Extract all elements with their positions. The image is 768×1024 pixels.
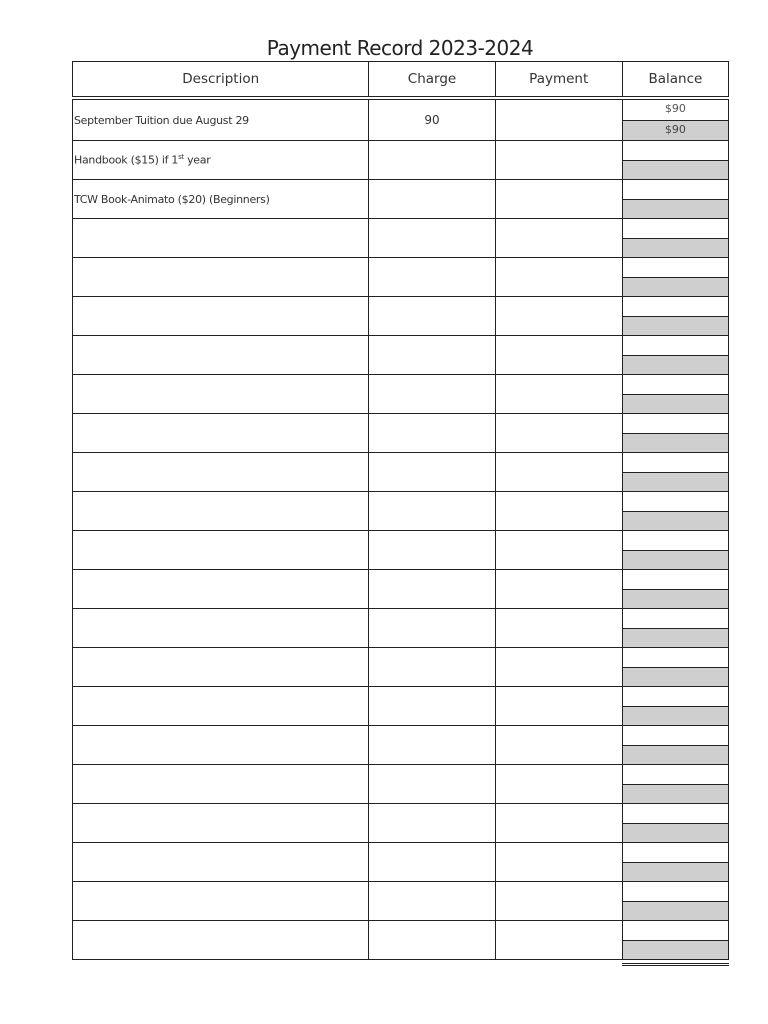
balance-split	[623, 726, 728, 764]
balance-bottom-shaded	[623, 161, 728, 180]
balance-split	[623, 219, 728, 257]
balance-cell	[622, 297, 728, 336]
charge-cell	[369, 765, 495, 804]
balance-split	[623, 648, 728, 686]
balance-split	[623, 297, 728, 335]
charge-cell: 90	[369, 98, 495, 141]
payment-cell	[495, 453, 622, 492]
balance-split	[623, 531, 728, 569]
balance-split	[623, 375, 728, 413]
payment-cell	[495, 804, 622, 843]
column-header-payment: Payment	[495, 62, 622, 99]
balance-cell	[622, 453, 728, 492]
balance-top	[623, 297, 728, 317]
balance-split	[623, 100, 728, 140]
table-row	[73, 648, 729, 687]
payment-cell	[495, 570, 622, 609]
balance-cell	[622, 843, 728, 882]
balance-bottom-shaded	[623, 785, 728, 804]
balance-top	[623, 219, 728, 239]
balance-cell	[622, 219, 728, 258]
charge-cell	[369, 687, 495, 726]
balance-top	[623, 258, 728, 278]
charge-cell	[369, 453, 495, 492]
payment-cell	[495, 921, 622, 960]
description-cell	[73, 336, 369, 375]
description-cell: September Tuition due August 29	[73, 98, 369, 141]
balance-split	[623, 258, 728, 296]
table-row	[73, 687, 729, 726]
balance-split	[623, 765, 728, 803]
balance-bottom-shaded	[623, 551, 728, 570]
charge-cell	[369, 336, 495, 375]
description-cell	[73, 414, 369, 453]
payment-cell	[495, 492, 622, 531]
charge-cell	[369, 609, 495, 648]
balance-bottom-shaded	[623, 434, 728, 453]
charge-cell	[369, 414, 495, 453]
balance-split	[623, 141, 728, 179]
balance-split	[623, 414, 728, 452]
balance-cell	[622, 570, 728, 609]
balance-bottom-shaded	[623, 863, 728, 882]
balance-split	[623, 687, 728, 725]
balance-bottom-shaded	[623, 473, 728, 492]
table-row	[73, 531, 729, 570]
balance-bottom-shaded	[623, 707, 728, 726]
description-cell	[73, 570, 369, 609]
payment-cell	[495, 687, 622, 726]
header-row	[73, 62, 729, 99]
balance-cell	[622, 492, 728, 531]
table-row	[73, 492, 729, 531]
payment-cell	[495, 297, 622, 336]
balance-split	[623, 336, 728, 374]
balance-split	[623, 570, 728, 608]
balance-split	[623, 843, 728, 881]
table-row	[73, 258, 729, 297]
balance-bottom-shaded	[623, 902, 728, 921]
balance-split	[623, 609, 728, 647]
description-cell	[73, 687, 369, 726]
balance-bottom-shaded	[623, 200, 728, 219]
table-row	[73, 609, 729, 648]
balance-bottom-shaded	[623, 278, 728, 297]
balance-cell	[622, 804, 728, 843]
description-cell	[73, 726, 369, 765]
charge-cell	[369, 648, 495, 687]
balance-split	[623, 882, 728, 920]
page-title: Payment Record 2023-2024	[266, 36, 534, 60]
balance-top	[623, 843, 728, 863]
balance-top	[623, 765, 728, 785]
balance-cell	[622, 609, 728, 648]
description-cell	[73, 804, 369, 843]
charge-cell	[369, 219, 495, 258]
balance-top	[623, 570, 728, 590]
balance-bottom-shaded	[623, 395, 728, 414]
balance-top	[623, 882, 728, 902]
balance-cell	[622, 180, 728, 219]
table-row	[73, 375, 729, 414]
balance-bottom-shaded	[623, 512, 728, 531]
balance-top	[623, 492, 728, 512]
description-cell: TCW Book-Animato ($20) (Beginners)	[73, 180, 369, 219]
balance-cell	[622, 414, 728, 453]
description-cell	[73, 648, 369, 687]
balance-cell	[622, 336, 728, 375]
balance-cell	[622, 258, 728, 297]
balance-top	[623, 609, 728, 629]
charge-cell	[369, 726, 495, 765]
table-row	[73, 921, 729, 960]
balance-bottom-shaded	[623, 668, 728, 687]
balance-cell	[622, 531, 728, 570]
description-cell	[73, 882, 369, 921]
table-row	[73, 336, 729, 375]
payment-cell	[495, 843, 622, 882]
payment-cell	[495, 336, 622, 375]
charge-cell	[369, 804, 495, 843]
payment-cell	[495, 726, 622, 765]
payment-cell	[495, 219, 622, 258]
balance-top	[623, 687, 728, 707]
balance-top	[623, 180, 728, 200]
charge-cell	[369, 297, 495, 336]
payment-cell	[495, 375, 622, 414]
balance-cell	[622, 882, 728, 921]
description-cell	[73, 531, 369, 570]
description-cell	[73, 219, 369, 258]
column-header-description: Description	[73, 62, 369, 99]
description-cell	[73, 843, 369, 882]
table-row	[73, 98, 729, 141]
payment-cell	[495, 531, 622, 570]
balance-bottom-rule	[622, 963, 729, 966]
table-row	[73, 180, 729, 219]
balance-cell	[622, 726, 728, 765]
table-row	[73, 219, 729, 258]
balance-top	[623, 726, 728, 746]
payment-cell	[495, 765, 622, 804]
payment-cell	[495, 648, 622, 687]
charge-cell	[369, 882, 495, 921]
balance-cell	[622, 765, 728, 804]
balance-cell	[622, 141, 728, 180]
charge-cell	[369, 921, 495, 960]
balance-bottom-shaded	[623, 824, 728, 843]
balance-cell	[622, 375, 728, 414]
table-row	[73, 726, 729, 765]
balance-bottom-shaded	[623, 941, 728, 960]
payment-cell	[495, 609, 622, 648]
balance-top	[623, 804, 728, 824]
table-row	[73, 843, 729, 882]
balance-bottom-shaded	[623, 629, 728, 648]
charge-cell	[369, 570, 495, 609]
charge-cell	[369, 492, 495, 531]
payment-cell	[495, 141, 622, 180]
charge-cell	[369, 258, 495, 297]
description-cell	[73, 921, 369, 960]
payment-cell	[495, 98, 622, 141]
payment-table	[72, 61, 729, 960]
table-row	[73, 570, 729, 609]
payment-cell	[495, 414, 622, 453]
table-row	[73, 414, 729, 453]
balance-bottom-shaded	[623, 590, 728, 609]
payment-record-sheet	[72, 61, 729, 960]
balance-bottom-shaded: $90	[623, 121, 728, 141]
balance-top: $90	[623, 100, 728, 121]
table-row	[73, 297, 729, 336]
payment-cell	[495, 180, 622, 219]
table-row	[73, 804, 729, 843]
balance-top	[623, 531, 728, 551]
charge-cell	[369, 141, 495, 180]
charge-cell	[369, 843, 495, 882]
balance-top	[623, 141, 728, 161]
balance-split	[623, 453, 728, 491]
balance-bottom-shaded	[623, 356, 728, 375]
table-body	[73, 98, 729, 960]
description-cell	[73, 492, 369, 531]
table-row	[73, 453, 729, 492]
table-row	[73, 765, 729, 804]
description-cell	[73, 609, 369, 648]
balance-top	[623, 921, 728, 941]
balance-split	[623, 804, 728, 842]
balance-cell	[622, 98, 728, 141]
description-cell	[73, 297, 369, 336]
charge-cell	[369, 375, 495, 414]
description-cell	[73, 375, 369, 414]
balance-cell	[622, 687, 728, 726]
balance-top	[623, 375, 728, 395]
balance-bottom-shaded	[623, 239, 728, 258]
balance-split	[623, 180, 728, 218]
balance-top	[623, 414, 728, 434]
payment-cell	[495, 258, 622, 297]
table-row	[73, 141, 729, 180]
column-header-charge: Charge	[369, 62, 495, 99]
charge-cell	[369, 531, 495, 570]
balance-split	[623, 921, 728, 959]
balance-top	[623, 336, 728, 356]
balance-bottom-shaded	[623, 746, 728, 765]
table-row	[73, 882, 729, 921]
column-header-balance: Balance	[622, 62, 728, 99]
balance-top	[623, 648, 728, 668]
balance-bottom-shaded	[623, 317, 728, 336]
payment-cell	[495, 882, 622, 921]
balance-cell	[622, 921, 728, 960]
description-cell	[73, 765, 369, 804]
balance-cell	[622, 648, 728, 687]
balance-split	[623, 492, 728, 530]
balance-top	[623, 453, 728, 473]
description-cell	[73, 258, 369, 297]
charge-cell	[369, 180, 495, 219]
description-cell	[73, 453, 369, 492]
description-cell: Handbook ($15) if 1st year	[73, 141, 369, 180]
